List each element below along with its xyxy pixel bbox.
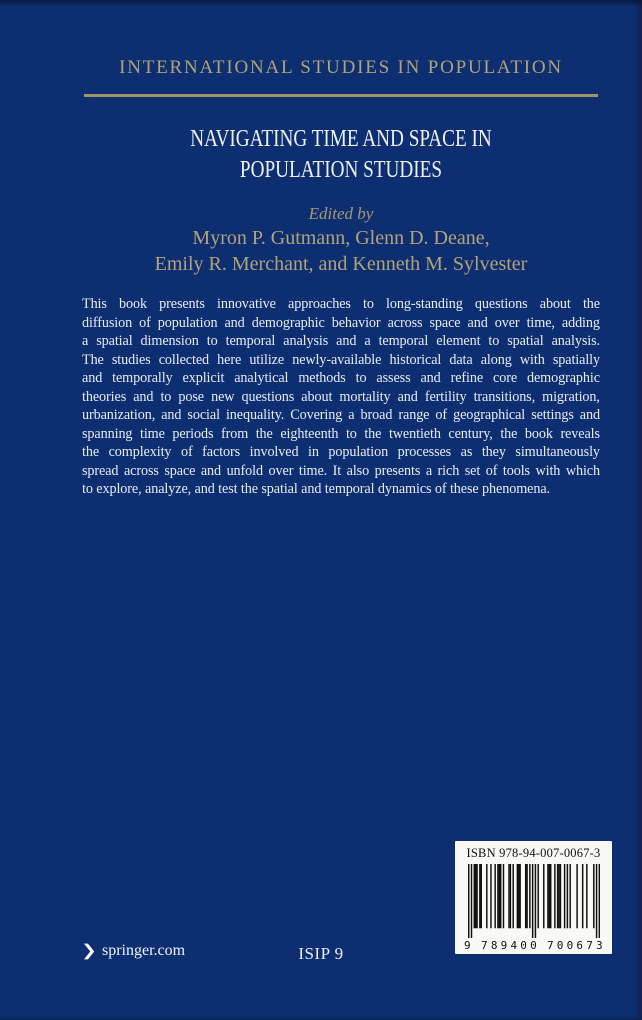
book-title-line1: NAVIGATING TIME AND SPACE IN	[190, 126, 492, 152]
top-edge-shadow	[0, 0, 642, 7]
book-title-line2: POPULATION STUDIES	[239, 157, 443, 183]
edited-by-label: Edited by	[308, 204, 374, 223]
series-title-rule	[84, 94, 598, 97]
description-line: The studies collected here utilize newly-available historical data along with spatially	[82, 351, 600, 368]
editors-line1: Myron P. Gutmann, Glenn D. Deane,	[192, 227, 490, 249]
barcode-digits-group2: 700673	[546, 939, 606, 952]
barcode-panel	[455, 841, 612, 954]
barcode-digits-group1: 789400	[481, 939, 540, 952]
description-line: spanning time periods from the eighteenth to the twentieth century, the book reveals	[82, 425, 600, 442]
isbn-label: ISBN 978-94-007-0067-3	[466, 846, 601, 860]
bottom-edge-shadow	[0, 1015, 642, 1020]
springer-url: springer.com	[102, 942, 186, 959]
description-line: urbanization, and social inequality. Covering a broad range of geographical settings and	[82, 407, 600, 423]
description-line: a spatial dimension to temporal analysis and a temporal element to spatial analysis.	[82, 333, 600, 349]
editors-line2: Emily R. Merchant, and Kenneth M. Sylvester	[154, 253, 528, 275]
description-line: the complexity of factors involved in population processes as they simultaneously	[82, 444, 600, 460]
series-title: INTERNATIONAL STUDIES IN POPULATION	[119, 57, 563, 78]
description-justified-lines	[82, 296, 600, 481]
description-line: spread across space and unfold over time. It also presents a rich set of tools with which	[82, 462, 600, 479]
description-last-line: to explore, analyze, and test the spatial and temporal dynamics of these phenomena.	[82, 481, 551, 497]
description-line: theories and to pose new questions about mortality and fertility transitions, migration,	[82, 388, 600, 405]
description-line: diffusion of population and demographic behavior across space and over time, adding	[82, 314, 600, 331]
series-code: ISIP 9	[298, 944, 344, 963]
description-line: and temporally explicit analytical methods to assess and refine core demographic	[82, 370, 600, 386]
description-line: This book presents innovative approaches to long-standing questions about the	[82, 296, 600, 312]
book-description	[82, 296, 600, 500]
book-title	[84, 124, 598, 186]
barcode	[468, 864, 600, 938]
barcode-digit-first: 9	[464, 939, 471, 952]
right-edge-shadow	[634, 0, 642, 1020]
